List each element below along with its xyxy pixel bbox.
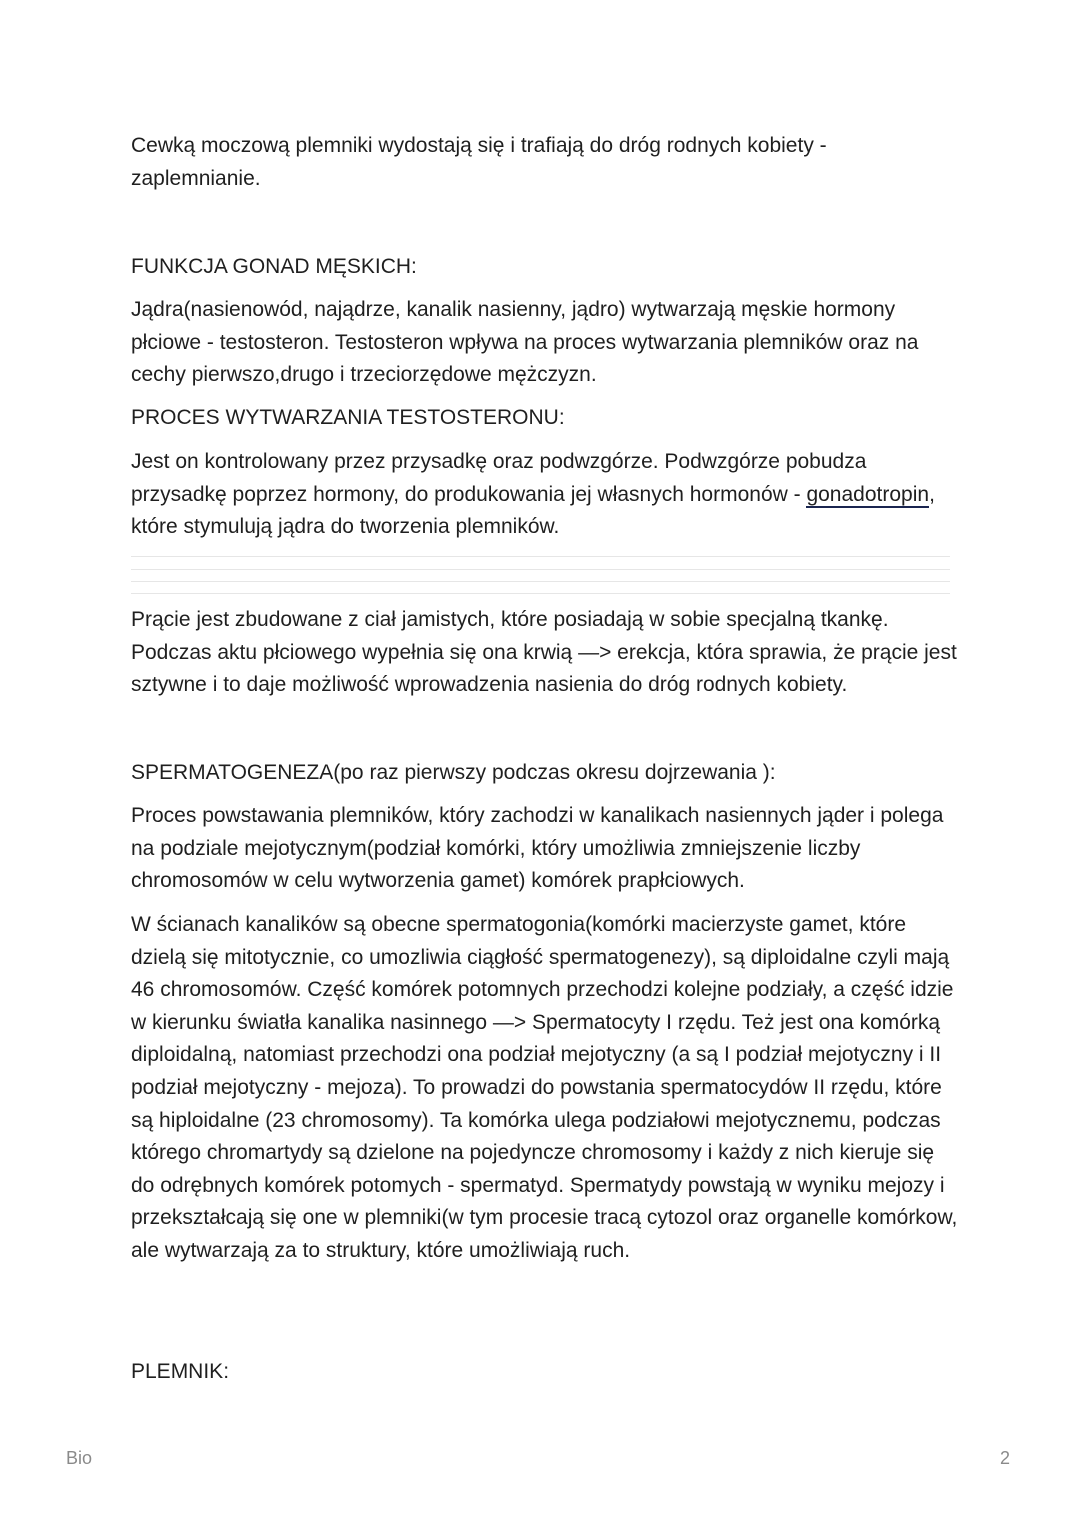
paragraph-testes-hormones: Jądra(nasienowód, najądrze, kanalik nasienny, jądro) wytwarzają męskie hormony płciowe - testosteron. Testosteron wpływa na proces wytwarzania plemników oraz na cechy pierwszo,drugo i trzeciorzędowe mężczyzn. <box>131 298 919 387</box>
paragraph-spermatogenesis-definition: Proces powstawania plemników, który zachodzi w kanalikach nasiennych jąder i polega na podziale mejotycznym(podział komórki, który umożliwia zmniejszenie liczby chromosomów w celu wytworzenia gamet) komórek prapłciowych. <box>131 804 944 893</box>
divider-line <box>131 593 950 594</box>
paragraph-hormone-control <box>131 446 961 544</box>
footer-page-number: 2 <box>1000 1448 1011 1468</box>
paragraph-hormone-control-text-1: Jest on kontrolowany przez przysadkę oraz podwzgórze. Podwzgórze pobudza przysadkę poprzez hormony, do produkowania jej własnych hormonów - <box>131 450 867 506</box>
heading-sperm-cell: PLEMNIK: <box>131 1360 230 1383</box>
paragraph-hormone-control-text-2: , które stymulują jądra do tworzenia plemników. <box>131 482 935 539</box>
footer-document-name: Bio <box>66 1448 93 1468</box>
divider-line <box>131 569 950 570</box>
heading-spermatogenesis: SPERMATOGENEZA(po raz pierwszy podczas okresu dojrzewania ): <box>131 761 776 784</box>
gonadotropin-link[interactable]: gonadotropin <box>806 482 930 506</box>
paragraph-fertilization: Cewką moczową plemniki wydostają się i trafiają do dróg rodnych kobiety - zaplemnianie. <box>131 134 827 190</box>
paragraph-penis-structure: Prącie jest zbudowane z ciał jamistych, które posiadają w sobie specjalną tkankę. Podczas aktu płciowego wypełnia się ona krwią —> erekcja, która sprawia, że prącie jest sztywne i to daje możliwość wprowadzenia nasienia do dróg rodnych kobiety. <box>131 608 957 697</box>
paragraph-spermatogenesis-process: W ścianach kanalików są obecne spermatogonia(komórki macierzyste gamet, które dzielą się mitotycznie, co umozliwia ciągłość spermatogenezy), są diploidalne czyli mają 46 chromosomów. Część komórek potomnych przechodzi kolejne podziały, a część idzie w kierunku światła kanalika nasinnego —> Spermatocyty I rzędu. Też jest ona komórką diploidalną, natomiast przechodzi ona podział mejotyczny (a są I podział mejotyczny i II podział mejotyczny - mejoza). To prowadzi do powstania spermatocydów II rzędu, które są hiploidalne (23 chromosomy). Ta komórka ulega podziałowi mejotycznemu, podczas którego chromartydy są dzielone na pojedyncze chromosomy i każdy z nich kieruje się do odrębnych komórek potomych - spermatyd. Spermatydy powstają w wyniku mejozy i przekształcają się one w plemniki(w tym procesie tracą cytozol oraz organelle komórkow, ale wytwarzają za to struktury, które umożliwiają ruch. <box>131 913 958 1262</box>
heading-male-gonads-function: FUNKCJA GONAD MĘSKICH: <box>131 255 417 278</box>
divider-line <box>131 556 950 557</box>
heading-testosterone-production: PROCES WYTWARZANIA TESTOSTERONU: <box>131 406 565 429</box>
divider-line <box>131 581 950 582</box>
